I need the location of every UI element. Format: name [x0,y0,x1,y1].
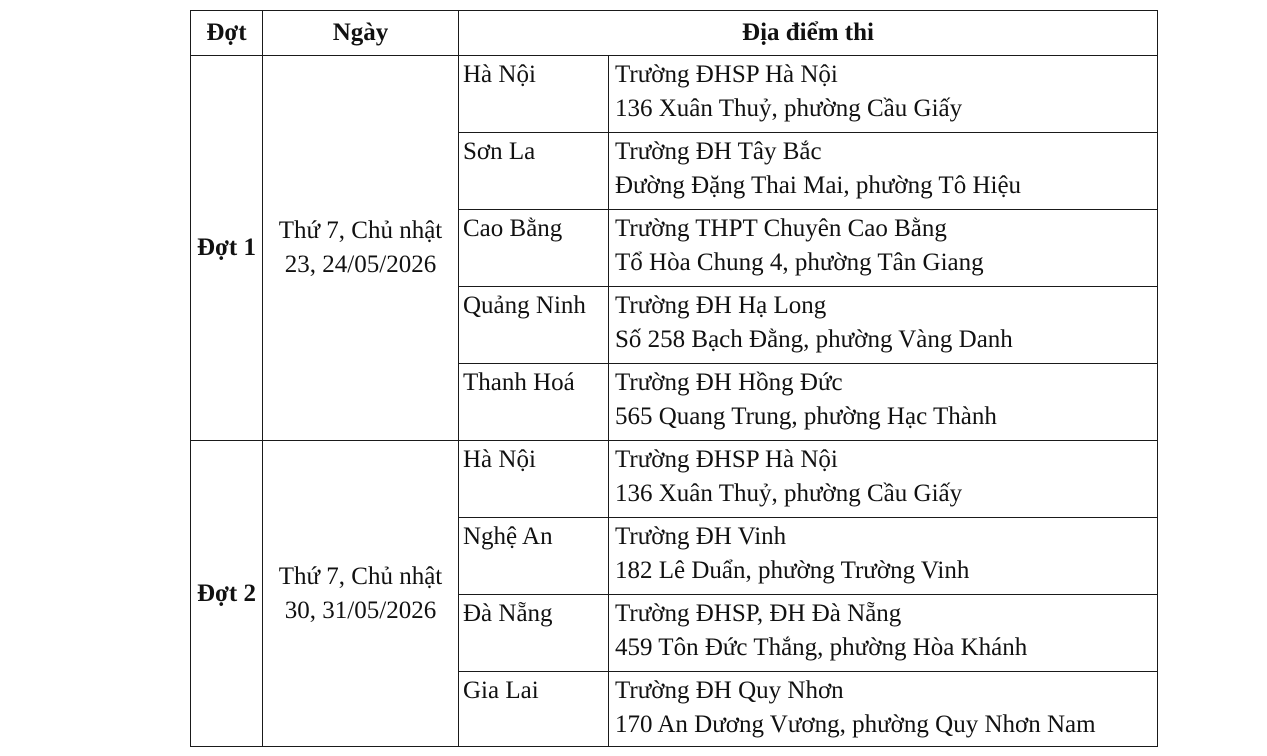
exam-schedule-table [190,10,1158,747]
round-label: Đợt 2 [191,441,263,747]
table-row [191,56,1158,133]
venue-address: 182 Lê Duẩn, phường Trường Vinh [615,557,970,584]
venue-school: Trường ĐHSP Hà Nội [615,446,838,473]
venue-cell [609,672,1158,747]
round-date-line: 23, 24/05/2026 [284,251,437,278]
venue-school: Trường ĐH Vinh [615,523,787,550]
venue-address: 170 An Dương Vương, phường Quy Nhơn Nam [615,711,1096,738]
province-cell: Quảng Ninh [459,287,609,364]
venue-cell [609,210,1158,287]
province-cell: Nghệ An [459,518,609,595]
venue-cell [609,133,1158,210]
venue-cell [609,595,1158,672]
venue-school: Trường ĐHSP, ĐH Đà Nẵng [615,600,902,627]
venue-address: Số 258 Bạch Đằng, phường Vàng Danh [615,326,1013,353]
round-label: Đợt 1 [191,56,263,441]
venue-cell [609,518,1158,595]
province-cell: Gia Lai [459,672,609,747]
round-date-line: 30, 31/05/2026 [284,596,437,624]
round-date [263,56,459,441]
round-day-line: Thứ 7, Chủ nhật [278,562,443,590]
venue-address: 459 Tôn Đức Thắng, phường Hòa Khánh [615,634,1028,661]
province-cell: Sơn La [459,133,609,210]
venue-school: Trường ĐHSP Hà Nội [615,61,838,88]
venue-school: Trường ĐH Quy Nhơn [615,677,844,704]
table-row [191,441,1158,518]
venue-address: 565 Quang Trung, phường Hạc Thành [615,403,997,430]
province-cell: Cao Bằng [459,210,609,287]
venue-school: Trường ĐH Tây Bắc [615,138,822,165]
venue-address: Tổ Hòa Chung 4, phường Tân Giang [615,249,984,276]
province-cell: Đà Nẵng [459,595,609,672]
province-cell: Hà Nội [459,441,609,518]
venue-address: 136 Xuân Thuỷ, phường Cầu Giấy [615,480,963,507]
header-ngay: Ngày [263,11,459,56]
province-cell: Hà Nội [459,56,609,133]
venue-cell [609,287,1158,364]
table-header-row [191,11,1158,56]
venue-address: 136 Xuân Thuỷ, phường Cầu Giấy [615,95,963,122]
round-date [263,441,459,747]
venue-school: Trường ĐH Hạ Long [615,292,827,319]
header-dot: Đợt [191,11,263,56]
venue-cell [609,56,1158,133]
province-cell: Thanh Hoá [459,364,609,441]
venue-address: Đường Đặng Thai Mai, phường Tô Hiệu [615,172,1022,199]
round-day-line: Thứ 7, Chủ nhật [278,217,443,244]
venue-school: Trường THPT Chuyên Cao Bằng [615,215,947,242]
venue-cell [609,364,1158,441]
venue-cell [609,441,1158,518]
venue-school: Trường ĐH Hồng Đức [615,369,843,396]
header-dia-diem: Địa điểm thi [459,11,1158,56]
